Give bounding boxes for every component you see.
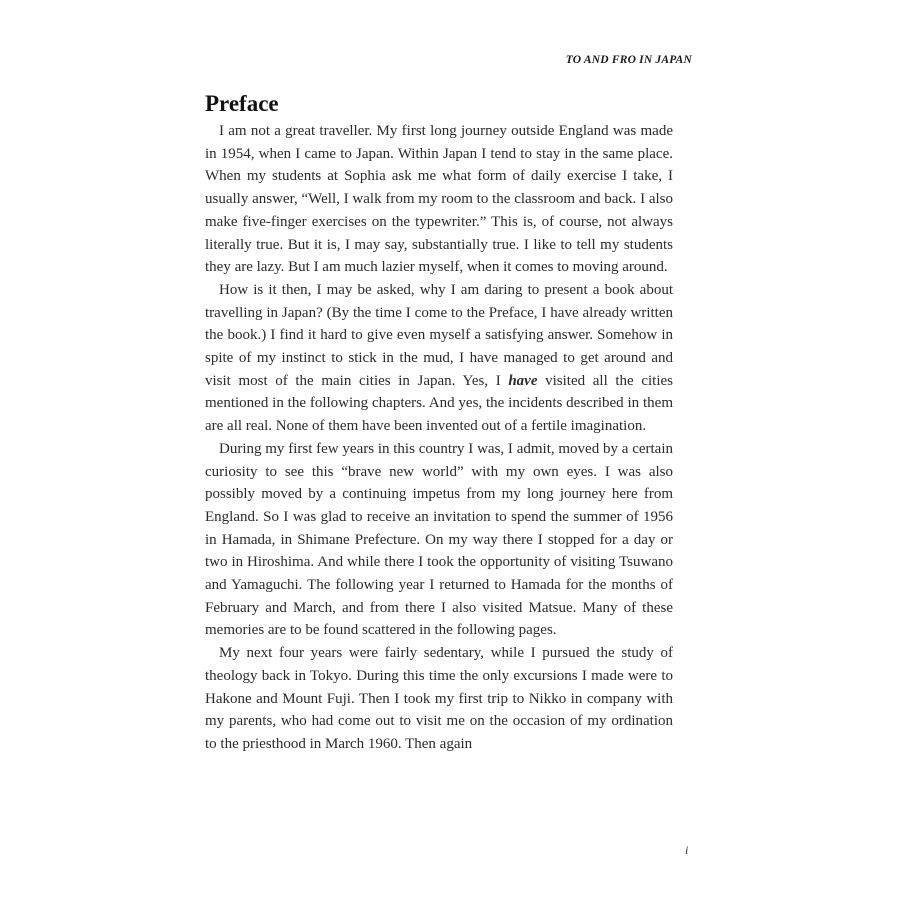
paragraph-2-emphasis: have (508, 372, 538, 389)
page-body (205, 88, 673, 756)
paragraph-3: During my first few years in this country I was, I admit, moved by a certain curiosity to see this “brave new world” with my own eyes. I was also possibly moved by a continuing impetus from my long journey here from England. So I was glad to receive an invitation to spend the summer of 1956 in Hamada, in Shimane Prefecture. On my way there I stopped for a day or two in Hiroshima. And while there I took the opportunity of visiting Tsuwano and Yamaguchi. The following year I returned to Hamada for the months of February and March, and from there I also visited Matsue. Many of these memories are to be found scattered in the following pages. (205, 440, 673, 639)
paragraph-1: I am not a great traveller. My first long journey outside England was made in 1954, when I came to Japan. Within Japan I tend to stay in the same place. When my students at Sophia ask me what form of daily exercise I take, I usually answer, “Well, I walk from my room to the classroom and back. I also make five-finger exercises on the typewriter.” This is, of course, not always literally true. But it is, I may say, substantially true. I like to tell my students they are lazy. But I am much lazier myself, when it comes to moving around. (205, 123, 673, 276)
paragraph-2 (205, 279, 673, 438)
page-number: i (685, 843, 689, 857)
paragraph-2-text-after: visited all the cities mentioned in the following chapters. And yes, the incidents described in them are all real. None of them have been invented out of a fertile imagination. (205, 372, 673, 435)
paragraph-2-text-before: How is it then, I may be asked, why I am daring to present a book about travelling in Japan? (By the time I come to the Preface, I have already written the book.) I find it hard to give even myself a satisfying answer. Somehow in spite of my instinct to stick in the mud, I have managed to get around and visit most of the main cities in Japan. Yes, I (205, 281, 673, 389)
paragraph-4: My next four years were fairly sedentary, while I pursued the study of theology back in Tokyo. During this time the only excursions I made were to Hakone and Mount Fuji. Then I took my first trip to Nikko in company with my parents, who had come out to visit me on the occasion of my ordination to the priesthood in March 1960. Then again (205, 645, 673, 752)
running-header: TO AND FRO IN JAPAN (565, 54, 692, 66)
section-title: Preface (205, 91, 279, 116)
